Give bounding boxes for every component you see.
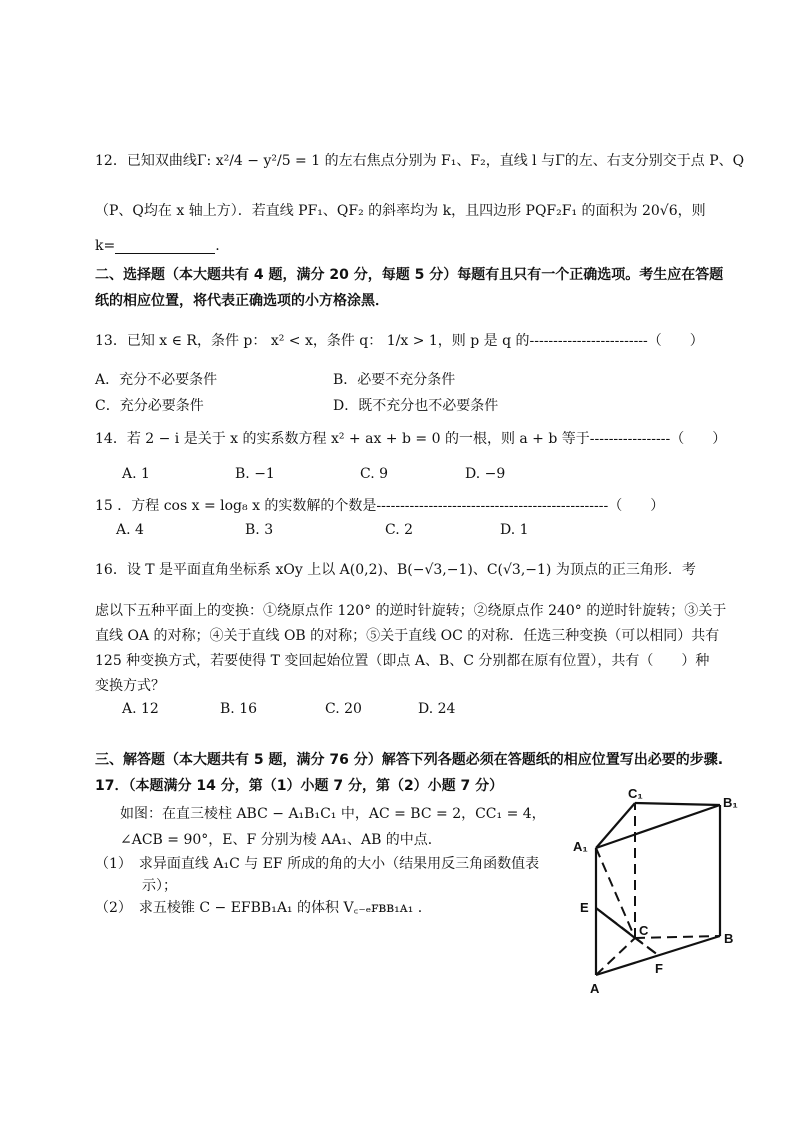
hidden-edge-a1-c: [596, 848, 635, 938]
edge-c1-b1: [635, 803, 720, 805]
q16-line-4: 125 种变换方式，若要使得 T 变回起始位置（即点 A、B、C 分别都在原有位置），共有（ ）种: [95, 653, 710, 669]
q12-line-3: [95, 238, 220, 254]
q12-end: .: [215, 238, 220, 254]
q14-option-d: D. −9: [465, 466, 506, 482]
q15-option-a: A. 4: [116, 522, 144, 538]
label-a1: A₁: [573, 839, 588, 854]
q13-option-d: D．既不充分也不必要条件: [333, 398, 499, 414]
q12-answer-blank: [115, 239, 215, 254]
q17-part-1-a: （1） 求异面直线 A₁C 与 EF 所成的角的大小（结果用反三角函数值表: [95, 856, 540, 872]
label-f: F: [655, 961, 663, 976]
q15-option-b: B. 3: [245, 522, 274, 538]
prism-figure: [560, 785, 760, 1005]
q14-option-c: C. 9: [360, 466, 389, 482]
q17-part-2: （2） 求五棱锥 C − EFBB₁A₁ 的体积 V꜀₋ₑꜰʙʙ₁ᴀ₁ .: [95, 900, 423, 916]
q13-stem: 13．已知 x ∈ R，条件 p： x² < x，条件 q： 1/x > 1，则 p 是 q 的-------------------------（ ）: [95, 333, 704, 349]
label-c1: C₁: [628, 786, 643, 801]
q16-option-b: B. 16: [220, 701, 258, 717]
q13-option-c: C．充分必要条件: [95, 398, 204, 414]
label-b: B: [724, 931, 734, 946]
q12-line-1: 12．已知双曲线Γ: x²/4 − y²/5 = 1 的左右焦点分别为 F₁、F₂，直线 l 与Γ的左、右支分别交于点 P、Q: [95, 153, 745, 169]
q14-option-a: A. 1: [122, 466, 150, 482]
q16-line-5: 变换方式？: [95, 678, 165, 694]
q13-option-a: A．充分不必要条件: [95, 372, 218, 388]
section-2-heading-line-2: 纸的相应位置，将代表正确选项的小方格涂黑．: [95, 293, 389, 309]
hidden-edge-c-f: [635, 938, 658, 955]
q16-line-1: 16．设 T 是平面直角坐标系 xOy 上以 A(0,2)、B(−√3,−1)、C(√3,−1) 为顶点的正三角形．考: [95, 562, 696, 578]
q15-option-c: C. 2: [385, 522, 414, 538]
q17-part-1-b: 示）；: [142, 878, 177, 894]
label-c: C: [639, 923, 649, 938]
q12-k-label: k=: [95, 238, 116, 254]
q16-line-3: 直线 OA 的对称；④关于直线 OB 的对称；⑤关于直线 OC 的对称．任选三种变换（可以相同）共有: [95, 628, 720, 644]
section-2-heading-line-1: 二、选择题（本大题共有 4 题，满分 20 分，每题 5 分）每题有且只有一个正确选项。考生应在答题: [95, 267, 724, 283]
q15-option-d: D. 1: [500, 522, 529, 538]
label-b1: B₁: [723, 795, 738, 810]
q14-stem: 14．若 2 − i 是关于 x 的实系数方程 x² + ax + b = 0 的一根，则 a + b 等于-----------------（ ）: [95, 431, 727, 447]
q15-stem: 15 ．方程 cos x = log₈ x 的实数解的个数是-------------------------------------------------（ ）: [95, 498, 665, 514]
q16-option-a: A. 12: [122, 701, 159, 717]
q14-option-b: B. −1: [235, 466, 275, 482]
section-3-heading: 三、解答题（本大题共有 5 题，满分 76 分）解答下列各题必须在答题纸的相应位置写出必要的步骤.: [95, 752, 724, 768]
q17-line-2: ∠ACB = 90°，E、F 分别为棱 AA₁、AB 的中点．: [120, 832, 442, 848]
q16-option-d: D. 24: [418, 701, 456, 717]
q13-option-b: B．必要不充分条件: [333, 372, 456, 388]
q12-line-2: （P、Q均在 x 轴上方）．若直线 PF₁、QF₂ 的斜率均为 k，且四边形 PQF₂F₁ 的面积为 20√6，则: [95, 203, 706, 219]
q16-option-c: C. 20: [325, 701, 362, 717]
q17-line-1: 如图：在直三棱柱 ABC − A₁B₁C₁ 中，AC = BC = 2，CC₁ = 4，: [120, 806, 546, 822]
q17-header: 17．（本题满分 14 分，第（1）小题 7 分，第（2）小题 7 分）: [95, 778, 504, 794]
label-a: A: [590, 981, 600, 996]
label-e: E: [580, 900, 589, 915]
q16-line-2: 虑以下五种平面上的变换：①绕原点作 120° 的逆时针旋转；②绕原点作 240° 的逆时针旋转；③关于: [95, 603, 727, 619]
